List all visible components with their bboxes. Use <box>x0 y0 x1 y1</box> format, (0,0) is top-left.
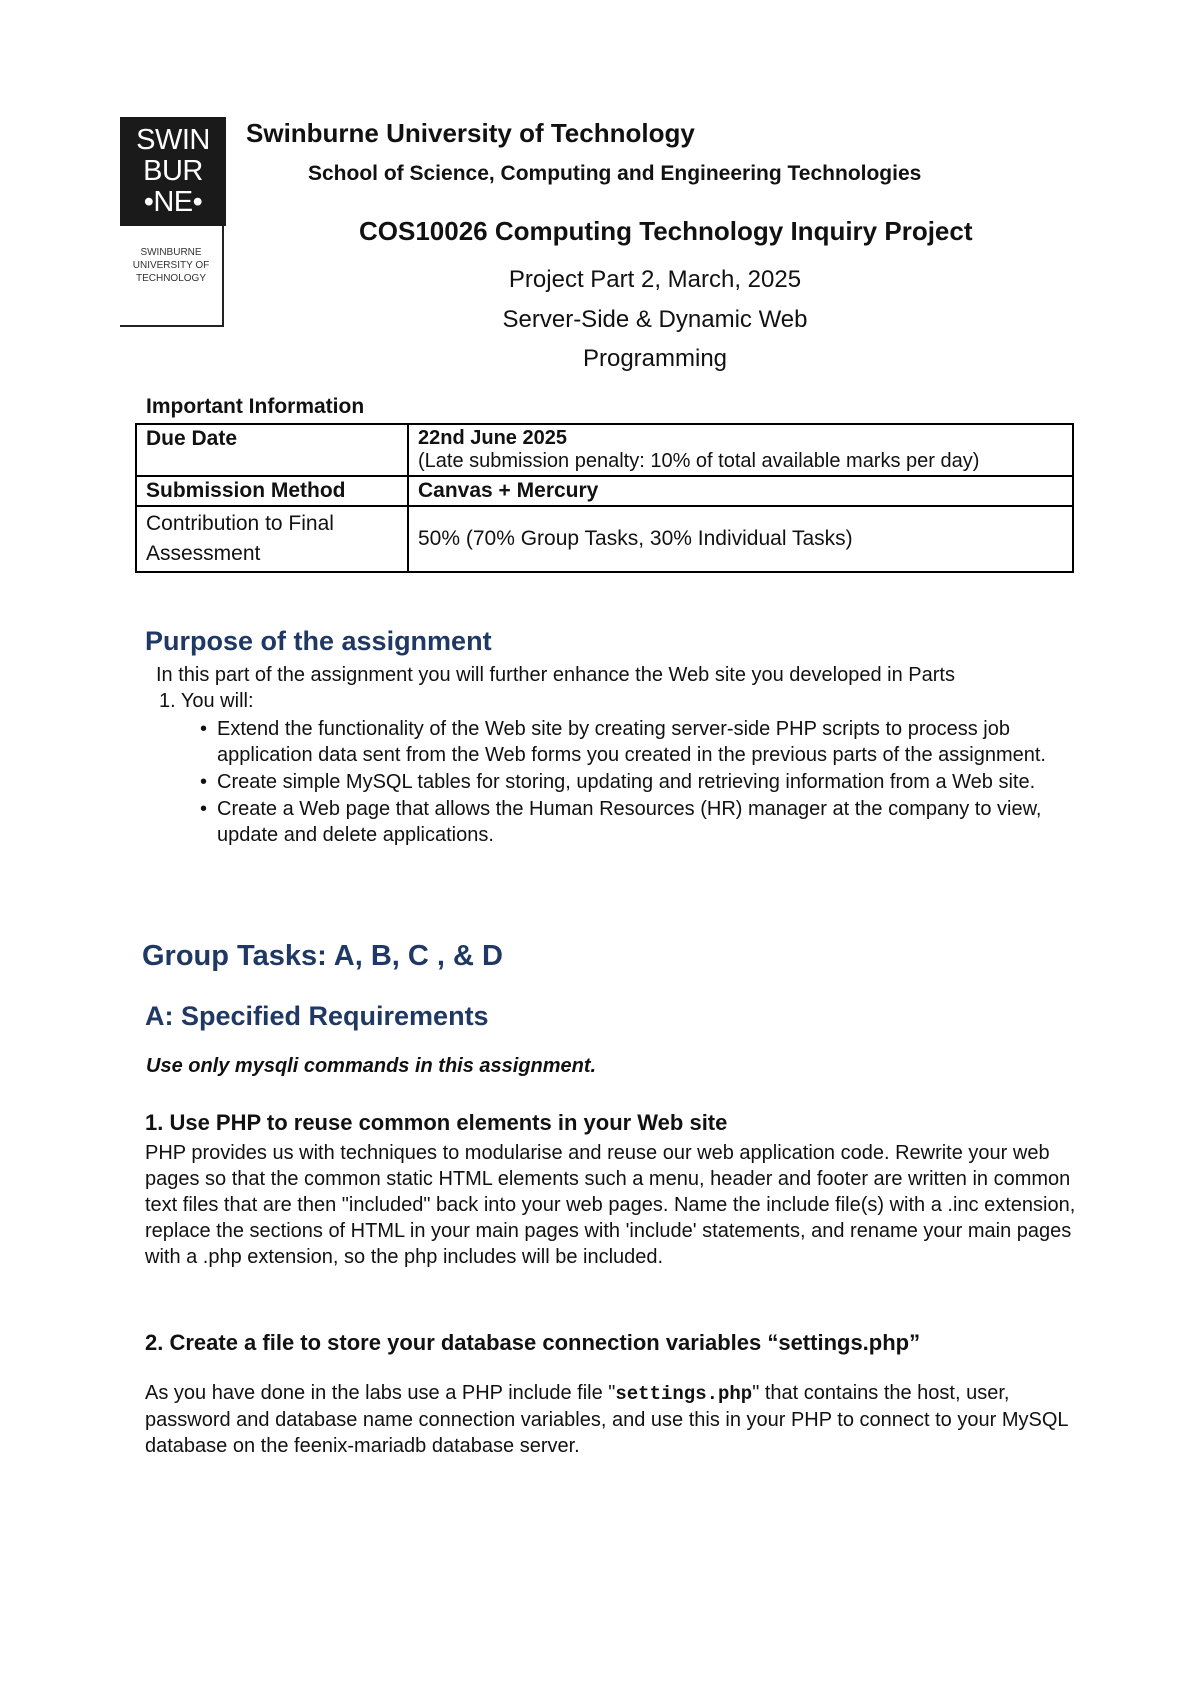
table-row <box>136 424 1073 476</box>
purpose-intro-line1: In this part of the assignment you will further enhance the Web site you developed in Parts <box>156 664 955 686</box>
course-title: COS10026 Computing Technology Inquiry Project <box>359 216 973 246</box>
university-name: Swinburne University of Technology <box>246 118 695 148</box>
contribution-label: Contribution to Final Assessment <box>136 506 408 572</box>
purpose-heading: Purpose of the assignment <box>145 626 492 656</box>
bullet-text: Extend the functionality of the Web site by creating server-side PHP scripts to process job application data sent from the Web forms you created in the previous parts of the assignment. <box>217 718 1046 766</box>
logo-line: •NE• <box>143 186 203 218</box>
item2-text-before: As you have done in the labs use a PHP include file " <box>145 1382 616 1404</box>
list-item <box>200 796 1080 848</box>
settings-file-code: settings.php <box>615 1383 753 1405</box>
bullet-text: Create a Web page that allows the Human Resources (HR) manager at the company to view, update and delete applications. <box>217 798 1042 846</box>
important-info-heading: Important Information <box>146 395 365 418</box>
mysqli-note: Use only mysqli commands in this assignment. <box>146 1055 597 1077</box>
logo-line: BUR <box>143 155 203 187</box>
logo-subline: UNIVERSITY OF <box>132 260 210 271</box>
item1-heading: 1. Use PHP to reuse common elements in your Web site <box>145 1110 728 1135</box>
specified-requirements-heading: A: Specified Requirements <box>145 1001 489 1031</box>
logo-wordmark <box>120 117 226 226</box>
due-date-value: 22nd June 2025 <box>418 427 567 449</box>
item2-text <box>145 1380 1085 1459</box>
important-info-table <box>135 423 1074 573</box>
item2-heading: 2. Create a file to store your database connection variables “settings.php” <box>145 1330 921 1355</box>
school-name: School of Science, Computing and Engineering Technologies <box>308 162 922 185</box>
submission-method-label: Submission Method <box>136 476 408 506</box>
item1-text: PHP provides us with techniques to modularise and reuse our web application code. Rewrite your web pages so that the common static HTML elements such a menu, header and footer are written in common text files that are then "included" back into your web pages. Name the include file(s) with a .inc extension, replace the sections of HTML in your main pages with 'include' statements, and rename your main pages with a .php extension, so the php includes will be included. <box>145 1142 1076 1268</box>
bullet-icon: • <box>200 718 208 740</box>
project-part: Project Part 2, March, 2025 <box>508 266 802 293</box>
list-item <box>200 769 1080 795</box>
logo-subtitle <box>120 226 224 327</box>
table-row <box>136 506 1073 572</box>
due-date-label: Due Date <box>136 424 408 476</box>
project-subtitle-line1: Server-Side & Dynamic Web <box>502 306 808 333</box>
purpose-intro <box>156 662 1076 714</box>
bullet-text: Create simple MySQL tables for storing, updating and retrieving information from a Web site. <box>217 771 1036 793</box>
due-date-cell <box>408 424 1073 476</box>
item2-text-after: " that contains the host, user, password and database name connection variables, and use this in your PHP to connect to your MySQL database on the feenix-mariadb database server. <box>145 1382 1068 1457</box>
contribution-value: 50% (70% Group Tasks, 30% Individual Tasks) <box>408 506 1073 572</box>
purpose-intro-line2: 1. You will: <box>159 690 254 712</box>
logo-subline: SWINBURNE <box>140 247 202 258</box>
purpose-bullet-list <box>200 716 1080 849</box>
logo-line: SWIN <box>136 124 210 156</box>
submission-method-value: Canvas + Mercury <box>408 476 1073 506</box>
logo-subline: TECHNOLOGY <box>135 273 206 284</box>
university-logo <box>120 117 226 329</box>
group-tasks-heading: Group Tasks: A, B, C , & D <box>142 940 503 972</box>
bullet-icon: • <box>200 798 208 820</box>
project-subtitle-line2: Programming <box>582 345 728 372</box>
table-row <box>136 476 1073 506</box>
list-item <box>200 716 1080 768</box>
late-penalty-note: (Late submission penalty: 10% of total available marks per day) <box>418 450 980 472</box>
bullet-icon: • <box>200 771 208 793</box>
